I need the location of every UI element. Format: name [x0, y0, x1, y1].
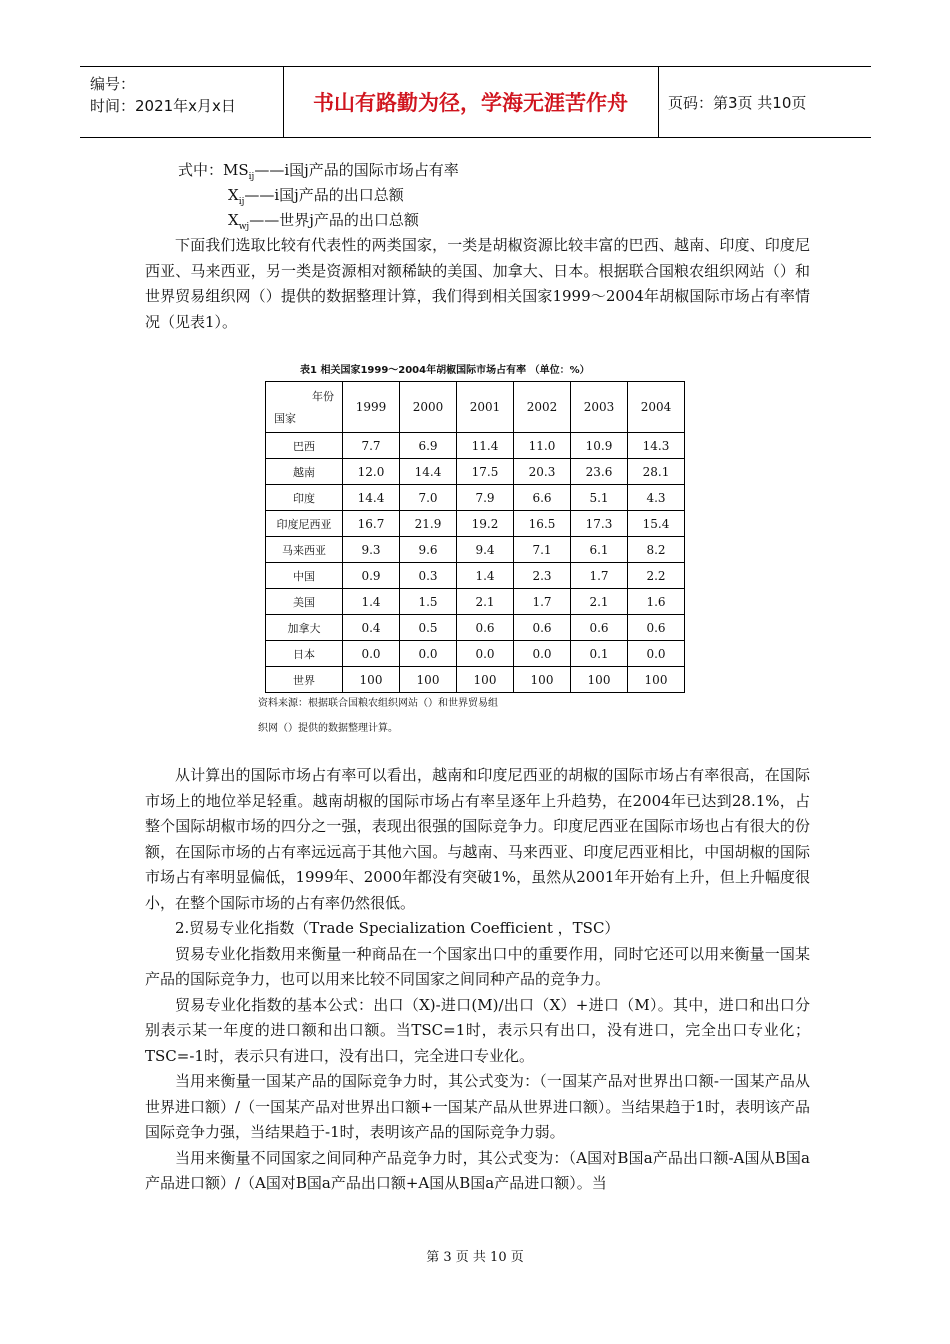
value-cell: 0.6	[571, 615, 628, 641]
table-row	[266, 537, 685, 563]
intro-paragraph: 下面我们选取比较有代表性的两类国家，一类是胡椒资源比较丰富的巴西、越南、印度、印度尼西亚、马来西亚，另一类是资源相对额稀缺的美国、加拿大、日本。根据联合国粮农组织网站（）和世界贸易组织网（）提供的数据整理计算，我们得到相关国家1999～2004年胡椒国际市场占有率情况（见表1）。	[145, 236, 810, 331]
value-cell: 1.4	[343, 589, 400, 615]
value-cell: 2.2	[628, 563, 685, 589]
value-cell: 7.1	[514, 537, 571, 563]
formula-line-2: $X_{ij}——i$国j产品的出口总额	[228, 186, 404, 207]
value-cell: 0.0	[628, 641, 685, 667]
country-cell: 日本	[266, 641, 343, 667]
value-cell: 0.0	[343, 641, 400, 667]
value-cell: 12.0	[343, 459, 400, 485]
value-cell: 5.1	[571, 485, 628, 511]
value-cell: 1.7	[514, 589, 571, 615]
header-meta	[90, 73, 280, 117]
value-cell: 0.6	[628, 615, 685, 641]
country-cell: 巴西	[266, 433, 343, 459]
table-row	[266, 433, 685, 459]
value-cell: 2.1	[571, 589, 628, 615]
country-cell: 加拿大	[266, 615, 343, 641]
value-cell: 0.9	[343, 563, 400, 589]
country-cell: 世界	[266, 667, 343, 693]
table-caption: 表1 相关国家1999～2004年胡椒国际市场占有率 （单位：%）	[300, 365, 590, 376]
value-cell: 16.5	[514, 511, 571, 537]
value-cell: 0.6	[457, 615, 514, 641]
header-motto: 书山有路勤为径，学海无涯苦作舟	[313, 91, 628, 115]
code-label: 编号：	[90, 75, 136, 93]
section-heading: 2.贸易专业化指数（Trade Specialization Coefficient ，TSC）	[175, 919, 620, 937]
value-cell: 7.0	[400, 485, 457, 511]
time-label: 时间：2021年x月x日	[90, 97, 236, 115]
value-cell: 23.6	[571, 459, 628, 485]
country-cell: 越南	[266, 459, 343, 485]
paragraph: 贸易专业化指数的基本公式：出口（X)-进口(M)/出口（X）+进口（M）。其中，进口和出口分别表示某一年度的进口额和出口额。当TSC=1时，表示只有出口，没有进口，完全出口专业化；TSC=-1时，表示只有进口，没有出口，完全进口专业化。	[145, 995, 810, 1065]
value-cell: 100	[628, 667, 685, 693]
value-cell: 7.7	[343, 433, 400, 459]
value-cell: 100	[457, 667, 514, 693]
value-cell: 6.9	[400, 433, 457, 459]
country-cell: 马来西亚	[266, 537, 343, 563]
value-cell: 1.6	[628, 589, 685, 615]
table-row	[266, 589, 685, 615]
table-source-line-1: 资料来源：根据联合国粮农组织网站（）和世界贸易组	[258, 698, 498, 709]
header-divider	[658, 67, 659, 137]
value-cell: 20.3	[514, 459, 571, 485]
value-cell: 100	[571, 667, 628, 693]
value-cell: 16.7	[343, 511, 400, 537]
value-cell: 0.0	[457, 641, 514, 667]
year-header: 1999	[343, 382, 400, 433]
value-cell: 100	[343, 667, 400, 693]
table-row	[266, 563, 685, 589]
country-cell: 印度尼西亚	[266, 511, 343, 537]
table-header-row	[266, 382, 685, 433]
value-cell: 6.1	[571, 537, 628, 563]
value-cell: 8.2	[628, 537, 685, 563]
value-cell: 100	[400, 667, 457, 693]
value-cell: 1.7	[571, 563, 628, 589]
paragraph: 贸易专业化指数用来衡量一种商品在一个国家出口中的重要作用，同时它还可以用来衡量一国某产品的国际竞争力，也可以用来比较不同国家之间同种产品的竞争力。	[145, 944, 810, 988]
value-cell: 9.3	[343, 537, 400, 563]
page-header	[80, 66, 871, 138]
country-cell: 中国	[266, 563, 343, 589]
value-cell: 11.0	[514, 433, 571, 459]
table-source-line-2: 织网（）提供的数据整理计算。	[258, 723, 398, 734]
value-cell: 11.4	[457, 433, 514, 459]
paragraph: 从计算出的国际市场占有率可以看出，越南和印度尼西亚的胡椒的国际市场占有率很高，在国际市场上的地位举足轻重。越南胡椒的国际市场占有率呈逐年上升趋势，在2004年已达到28.1%，占整个国际胡椒市场的四分之一强，表现出很强的国际竞争力。印度尼西亚在国际市场也占有很大的份额，在国际市场的占有率远远高于其他六国。与越南、马来西亚、印度尼西亚相比，中国胡椒的国际市场占有率明显偏低，1999年、2000年都没有突破1%，虽然从2001年开始有上升，但上升幅度很小，在整个国际市场的占有率仍然很低。	[145, 766, 810, 912]
value-cell: 0.3	[400, 563, 457, 589]
table-row	[266, 615, 685, 641]
page-footer: 第 3 页 共 10 页	[426, 1250, 524, 1265]
value-cell: 19.2	[457, 511, 514, 537]
value-cell: 2.1	[457, 589, 514, 615]
country-cell: 美国	[266, 589, 343, 615]
value-cell: 14.3	[628, 433, 685, 459]
value-cell: 4.3	[628, 485, 685, 511]
value-cell: 17.3	[571, 511, 628, 537]
value-cell: 9.4	[457, 537, 514, 563]
table-corner-cell: 年份 国家	[266, 382, 343, 433]
table-row	[266, 485, 685, 511]
header-page-info: 页码：第3页 共10页	[668, 93, 807, 112]
table-row	[266, 641, 685, 667]
value-cell: 0.0	[400, 641, 457, 667]
value-cell: 2.3	[514, 563, 571, 589]
value-cell: 0.4	[343, 615, 400, 641]
value-cell: 100	[514, 667, 571, 693]
value-cell: 14.4	[400, 459, 457, 485]
value-cell: 6.6	[514, 485, 571, 511]
value-cell: 0.0	[514, 641, 571, 667]
value-cell: 14.4	[343, 485, 400, 511]
year-header: 2003	[571, 382, 628, 433]
table-row	[266, 667, 685, 693]
table-row	[266, 459, 685, 485]
value-cell: 1.4	[457, 563, 514, 589]
year-header: 2004	[628, 382, 685, 433]
year-header: 2002	[514, 382, 571, 433]
value-cell: 28.1	[628, 459, 685, 485]
table-row	[266, 511, 685, 537]
value-cell: 17.5	[457, 459, 514, 485]
value-cell: 7.9	[457, 485, 514, 511]
formula-line-1: 式中：$MS_{ij}——i$国j产品的国际市场占有率	[178, 161, 459, 182]
value-cell: 0.5	[400, 615, 457, 641]
year-header: 2000	[400, 382, 457, 433]
value-cell: 9.6	[400, 537, 457, 563]
formula-line-3: $X_{wj}——$世界j产品的出口总额	[228, 211, 419, 232]
value-cell: 10.9	[571, 433, 628, 459]
country-cell: 印度	[266, 485, 343, 511]
value-cell: 0.1	[571, 641, 628, 667]
value-cell: 21.9	[400, 511, 457, 537]
body-paragraphs	[145, 763, 810, 1197]
paragraph: 当用来衡量不同国家之间同种产品竞争力时，其公式变为：（A国对B国a产品出口额-A国从B国a产品进口额）/（A国对B国a产品出口额+A国从B国a产品进口额）。当	[145, 1148, 810, 1192]
paragraph: 当用来衡量一国某产品的国际竞争力时，其公式变为：（一国某产品对世界出口额-一国某产品从世界进口额）/（一国某产品对世界出口额+一国某产品从世界进口额）。当结果趋于1时，表明该产品国际竞争力强，当结果趋于-1时，表明该产品的国际竞争力弱。	[145, 1072, 810, 1141]
value-cell: 15.4	[628, 511, 685, 537]
market-share-table	[265, 381, 685, 693]
year-header: 2001	[457, 382, 514, 433]
value-cell: 1.5	[400, 589, 457, 615]
value-cell: 0.6	[514, 615, 571, 641]
